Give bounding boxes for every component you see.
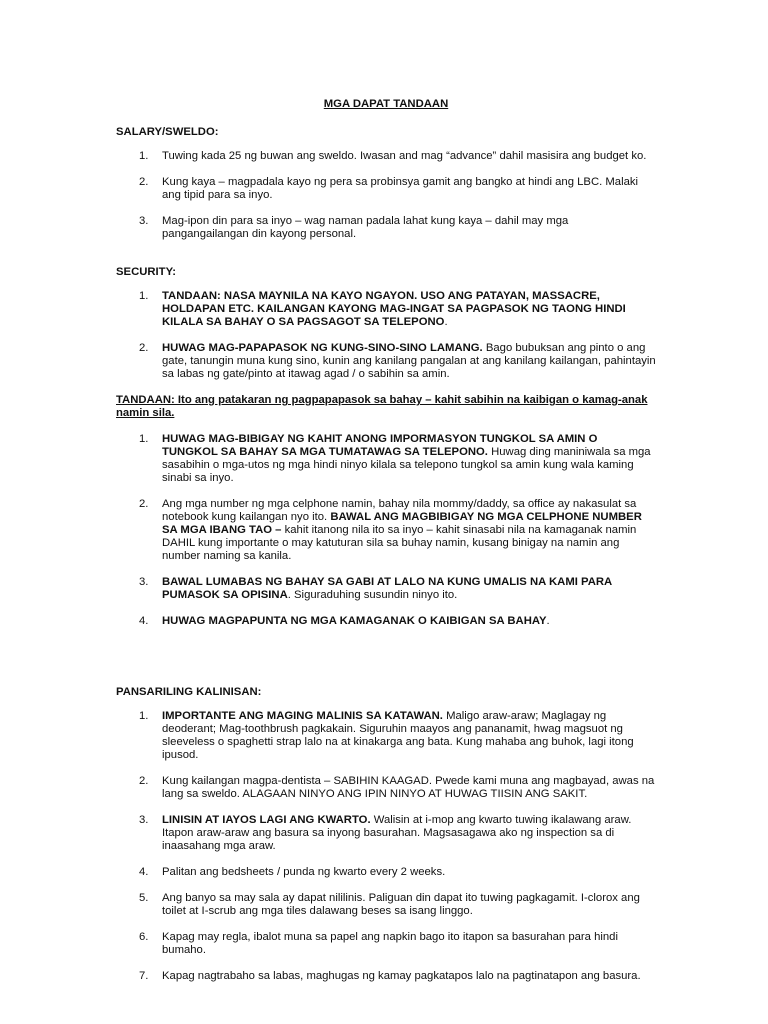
item-text: Huwag ding maniniwala sa mga sasabihin o mga-utos ng mga hindi ninyo kilala sa telepono tungkol sa amin kung wala kaming sinabi sa inyo.: [162, 446, 651, 484]
item-text: Kapag may regla, ibalot muna sa papel ang napkin bago ito itapon sa basurahan para hindi bumaho.: [162, 931, 618, 956]
list-item: [116, 775, 656, 801]
item-text: Bago bubuksan ang pinto o ang gate, tanungin muna kung sino, kunin ang kanilang pangalan at ang kanilang kailangan, pahintayin sa labas ng gate/pinto at itawag agad / o sabihin sa amin.: [162, 342, 656, 380]
item-text: Kung kailangan magpa-dentista – SABIHIN KAAGAD. Pwede kami muna ang magbayad, awas na lang sa sweldo. ALAGAAN NINYO ANG IPIN NINYO AT HUWAG TIISIN ANG SAKIT.: [162, 775, 655, 800]
list-item: [116, 931, 656, 957]
item-number: 2.: [139, 775, 149, 787]
item-text: Mag-ipon din para sa inyo – wag naman padala lahat kung kaya – dahil may mga pangangailangan din kayong personal.: [162, 215, 569, 240]
list-item: [116, 576, 656, 602]
list-item: [116, 150, 656, 163]
item-bold-text: TANDAAN: NASA MAYNILA NA KAYO NGAYON. USO ANG PATAYAN, MASSACRE, HOLDAPAN ETC. KAILANGAN KAYONG MAG-INGAT SA PAGPASOK NG TAONG HINDI KILALA SA BAHAY O SA PAGSAGOT SA TELEPONO: [162, 290, 626, 328]
item-number: 2.: [139, 498, 149, 510]
item-text: .: [546, 615, 550, 627]
item-number: 3.: [139, 215, 149, 227]
item-text: Kung kaya – magpadala kayo ng pera sa probinsya gamit ang bangko at hindi ang LBC. Malaki ang tipid para sa inyo.: [162, 176, 639, 201]
item-number: 1.: [139, 150, 149, 162]
item-text: Palitan ang bedsheets / punda ng kwarto every 2 weeks.: [162, 866, 446, 878]
item-number: 4.: [139, 615, 149, 627]
tandaan-list: [116, 433, 656, 628]
item-bold-text: BAWAL LUMABAS NG BAHAY SA GABI AT LALO NA KUNG UMALIS NA KAMI PARA PUMASOK SA OPISINA: [162, 576, 612, 601]
item-number: 3.: [139, 576, 149, 588]
list-item: [116, 866, 656, 879]
item-text: Walisin at i-mop ang kwarto tuwing ikalawang araw. Itapon araw-araw ang basura sa inyong basurahan. Magsasagawa ako ng inspection sa di inaasahang mga araw.: [162, 814, 632, 852]
item-number: 3.: [139, 814, 149, 826]
item-text: Ang banyo sa may sala ay dapat nililinis. Paliguan din dapat ito tuwing pagkagamit. I-clorox ang toilet at I-scrub ang mga tiles dalawang beses sa isang linggo.: [162, 892, 640, 917]
item-number: 7.: [139, 970, 149, 982]
item-number: 2.: [139, 342, 149, 354]
security-list: [116, 290, 656, 381]
list-item: [116, 814, 656, 853]
item-number: 5.: [139, 892, 149, 904]
item-text: Kapag nagtrabaho sa labas, maghugas ng kamay pagkatapos lalo na pagtinatapon ang basura.: [162, 970, 641, 982]
item-number: 6.: [139, 931, 149, 943]
section-heading-salary: SALARY/SWELDO:: [116, 126, 219, 138]
list-item: [116, 970, 656, 983]
list-item: [116, 290, 656, 329]
list-item: [116, 892, 656, 918]
list-item: [116, 498, 656, 563]
list-item: [116, 710, 656, 762]
item-number: 4.: [139, 866, 149, 878]
salary-list: [116, 150, 656, 241]
item-text: Maligo araw-araw; Maglagay ng deoderant; Mag-toothbrush pagkakain. Siguruhin maayos ang pananamit, hwag magsuot ng sleeveless o spaghetti strap lalo na at kinakarga ang bata. Kung mahaba ang buhok, lagi itong ipusod.: [162, 710, 634, 761]
list-item: [116, 433, 656, 485]
item-bold-text: LINISIN AT IAYOS LAGI ANG KWARTO.: [162, 814, 371, 826]
item-text: .: [444, 316, 448, 328]
item-number: 2.: [139, 176, 149, 188]
section-heading-hygiene: PANSARILING KALINISAN:: [116, 686, 262, 698]
list-item: [116, 215, 656, 241]
item-text: . Siguraduhing susundin ninyo ito.: [287, 589, 458, 601]
item-bold-text: HUWAG MAG-PAPAPASOK NG KUNG-SINO-SINO LAMANG.: [162, 342, 483, 354]
list-item: [116, 176, 656, 202]
item-bold-text: HUWAG MAG-BIBIGAY NG KAHIT ANONG IMPORMASYON TUNGKOL SA AMIN O TUNGKOL SA BAHAY SA MGA TUMATAWAG SA TELEPONO.: [162, 433, 598, 458]
item-text: Tuwing kada 25 ng buwan ang sweldo. Iwasan and mag “advance” dahil masisira ang budget ko.: [162, 150, 647, 162]
item-text-continued: kahit itanong nila ito sa inyo – kahit sinasabi nila na kamaganak namin DAHIL kung importante o may katuturan sila sa buhay namin, kusang binigay na namin ang number naming sa kanila.: [162, 524, 637, 562]
section-heading-security: SECURITY:: [116, 266, 177, 278]
item-bold-text: IMPORTANTE ANG MAGING MALINIS SA KATAWAN.: [162, 710, 443, 722]
item-text: Ang mga number ng mga celphone namin, bahay nila mommy/daddy, sa office ay nakasulat sa notebook kung kailangan nyo ito.: [162, 498, 637, 523]
list-item: [116, 615, 656, 628]
item-bold-text: HUWAG MAGPAPUNTA NG MGA KAMAGANAK O KAIBIGAN SA BAHAY: [162, 615, 547, 627]
item-bold-text: BAWAL ANG MAGBIBIGAY NG MGA CELPHONE NUMBER SA MGA IBANG TAO –: [162, 511, 642, 536]
list-item: [116, 342, 656, 381]
item-number: 1.: [139, 433, 149, 445]
item-number: 1.: [139, 710, 149, 722]
item-number: 1.: [139, 290, 149, 302]
document-title: MGA DAPAT TANDAAN: [323, 98, 449, 110]
hygiene-list: [116, 710, 656, 983]
tandaan-note: TANDAAN: Ito ang patakaran ng pagpapapasok sa bahay – kahit sabihin na kaibigan o kamag-anak namin sila.: [116, 394, 648, 419]
